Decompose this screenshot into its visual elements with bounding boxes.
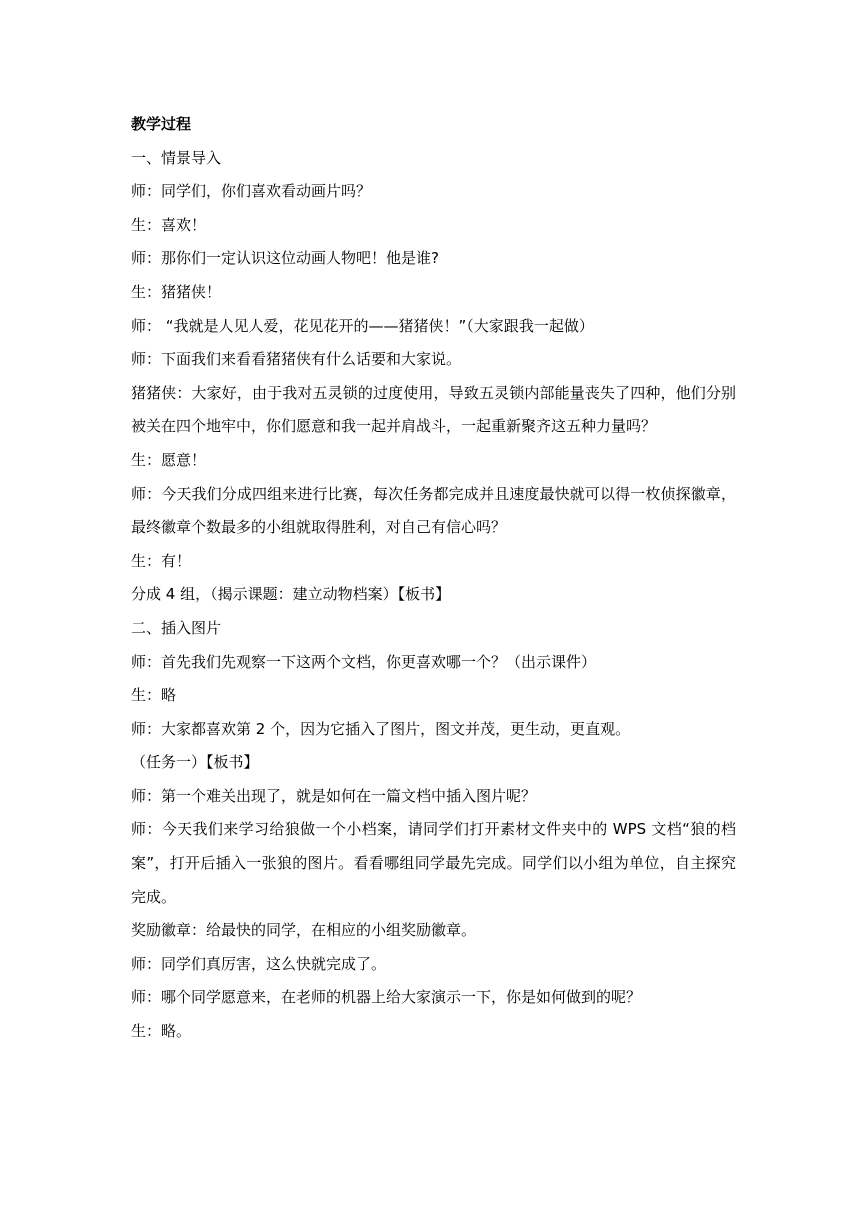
dialogue-line: 师： “我就是人见人爱，花见花开的——猪猪侠！”（大家跟我一起做） [131, 316, 594, 335]
dialogue-paragraph: 师：今天我们分成四组来进行比赛，每次任务都完成并且速度最快就可以得一枚侦探徽章，最终徽章个数最多的小组就取得胜利，对自己有信心吗？ [131, 484, 736, 537]
dialogue-line: 生：猪猪侠！ [131, 282, 222, 301]
dialogue-line: 师：同学们，你们喜欢看动画片吗？ [131, 182, 372, 201]
document-title: 教学过程 [131, 115, 192, 133]
dialogue-line: 师：大家都喜欢第 2 个，因为它插入了图片，图文并茂，更生动，更直观。 [131, 719, 631, 738]
dialogue-line: 奖励徽章：给最快的同学，在相应的小组奖励徽章。 [131, 921, 477, 940]
dialogue-paragraph: 师：今天我们来学习给狼做一个小档案，请同学们打开素材文件夹中的 WPS 文档“狼的档案”，打开后插入一张狼的图片。看看哪组同学最先完成。同学们以小组为单位，自主探究完成。 [131, 820, 736, 906]
dialogue-paragraph: 猪猪侠：大家好，由于我对五灵锁的过度使用，导致五灵锁内部能量丧失了四种，他们分别被关在四个地牢中，你们愿意和我一起并肩战斗，一起重新聚齐这五种力量吗？ [131, 383, 736, 436]
board-note-line: 分成 4 组，（揭示课题：建立动物档案）【板书】 [131, 585, 451, 604]
document-body [131, 108, 736, 1049]
section-heading-intro: 一、情景导入 [131, 148, 222, 167]
dialogue-line: 师：同学们真厉害，这么快就完成了。 [131, 954, 387, 973]
dialogue-line: 生：略 [131, 686, 177, 705]
dialogue-line: 生：愿意！ [131, 450, 207, 469]
dialogue-line: 师：下面我们来看看猪猪侠有什么话要和大家说。 [131, 350, 462, 369]
dialogue-line: 生：喜欢！ [131, 215, 207, 234]
dialogue-line: 生：有！ [131, 551, 192, 570]
dialogue-line: 师：首先我们先观察一下这两个文档，你更喜欢哪一个？（出示课件） [131, 652, 597, 671]
dialogue-line: 师：第一个难关出现了，就是如何在一篇文档中插入图片呢？ [131, 786, 537, 805]
dialogue-line: 生：略。 [131, 1022, 192, 1041]
dialogue-line: 师：那你们一定认识这位动画人物吧！他是谁? [131, 249, 439, 268]
section-heading-insert-image: 二、插入图片 [131, 618, 222, 637]
task-label-line: （任务一）【板书】 [131, 753, 259, 772]
dialogue-line: 师：哪个同学愿意来，在老师的机器上给大家演示一下，你是如何做到的呢？ [131, 988, 642, 1007]
